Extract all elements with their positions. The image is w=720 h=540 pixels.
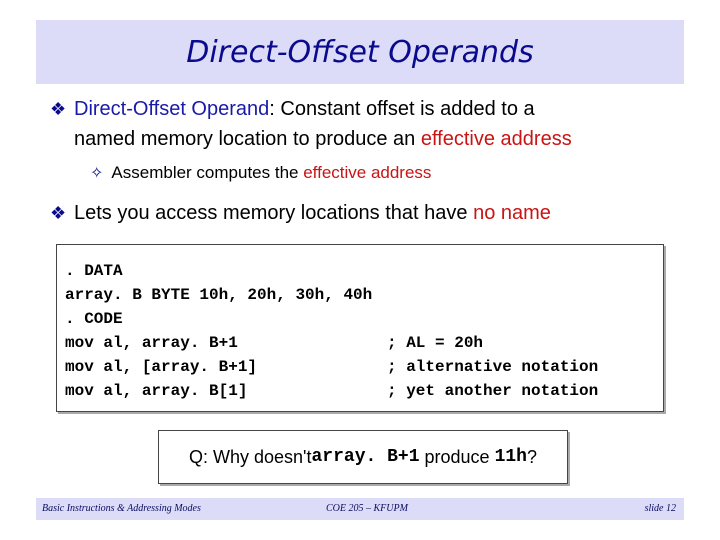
bullet-no-name [50,198,690,228]
bullet2-text: Lets you access memory locations that have [74,202,474,224]
term-label: Direct-Offset Operand [74,98,270,120]
question-prefix: Q: Why doesn't [189,446,312,467]
code-line [65,379,655,403]
code-text: mov al, array. B[1] [65,382,248,400]
question-middle: produce [419,446,495,467]
footer-slide-number: slide 12 [644,503,676,514]
footer-course-code: COE 205 – KFUPM [326,503,408,514]
question-code-operand: array. B+1 [311,447,420,467]
code-comment: ; alternative notation [387,358,599,376]
code-line [65,283,655,307]
bullet-text [50,198,690,228]
code-text: array. B BYTE 10h, 20h, 30h, 40h [65,286,373,304]
code-text: mov al, array. B+1 [65,334,238,352]
sub-bullet [90,160,431,187]
slide-title: Direct-Offset Operands [186,34,534,70]
code-line [65,331,655,355]
code-line [65,355,655,379]
code-line [65,307,655,331]
diamond-bullet-icon: ❖ [50,203,67,223]
code-text: mov al, [array. B+1] [65,358,258,376]
sub-bullet-highlight: effective address [303,163,432,182]
no-name-highlight: no name [473,202,551,224]
code-comment: ; yet another notation [387,382,599,400]
bullet-direct-offset [50,94,690,154]
question-code-value: 11h [494,447,527,467]
footer-course-title: Basic Instructions & Addressing Modes [42,503,201,514]
code-listing [65,259,655,403]
code-box [56,244,664,412]
sub-bullet-text: Assembler computes the [111,163,304,182]
code-text: . CODE [65,310,123,328]
code-comment: ; AL = 20h [387,334,484,352]
code-line [65,259,655,283]
footer-bar [36,498,684,520]
bullet-text-a: : Constant offset is added to a [269,98,535,120]
code-text: . DATA [65,262,123,280]
star-bullet-icon: ✧ [90,165,104,182]
effective-address-highlight: effective address [420,128,572,150]
question-box [158,430,568,484]
title-bar [36,20,684,84]
bullet-text-b: named memory location to produce an [74,128,421,150]
bullet-text [50,94,690,154]
question-suffix: ? [526,446,537,467]
diamond-bullet-icon: ❖ [50,99,67,119]
